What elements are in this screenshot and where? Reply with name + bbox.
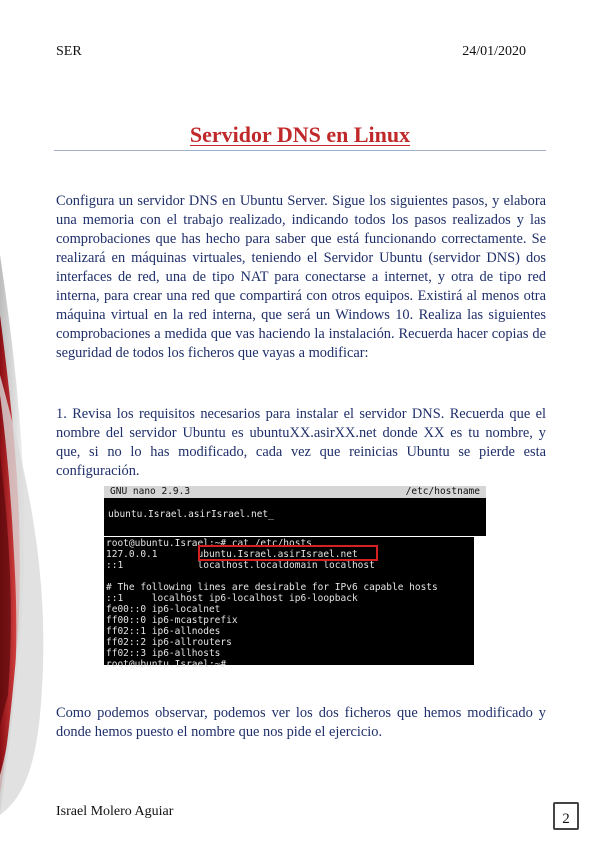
page-number: 2 [553,802,579,830]
terminal-line: 127.0.0.1 ubuntu.Israel.asirIsrael.net [106,549,358,560]
nano-title-bar [104,486,486,498]
terminal-line [106,571,474,582]
terminal-screenshot-hosts [104,537,474,670]
header-date: 24/01/2020 [462,44,526,59]
hostname-highlight-box [198,545,378,561]
intro-paragraph: Configura un servidor DNS en Ubuntu Server. Sigue los siguientes pasos, y elabora una memoria con el trabajo realizado, indicando todos los pasos realizados y las comprobaciones que has hecho para saber que está funcionando correctamente. Se realizará en máquinas virtuales, teniendo el Servidor Ubuntu (servidor DNS) dos interfaces de red, una de tipo NAT para conectarse a internet, y otra de tipo red interna, para crear una red que compartirá con otros equipos. Existirá al menos otra máquina virtual en la red interna, que será un Windows 10. Realiza las siguientes comprobaciones a medida que vas haciendo la instalación. Recuerda hacer copias de seguridad de todos los ficheros que vayas a modificar: [56,193,546,361]
terminal-line: ::1 localhost ip6-localhost ip6-loopback [106,593,358,604]
terminal-line: ff02::2 ip6-allrouters [106,637,232,648]
conclusion-paragraph: Como podemos observar, podemos ver los dos ficheros que hemos modificado y donde hemos puesto el nombre que nos pide el ejercicio. [56,705,546,740]
hostname-line: ubuntu.Israel.asirIsrael.net_ [108,509,274,520]
step-1-paragraph: 1. Revisa los requisitos necesarios para instalar el servidor DNS. Recuerda que el nombre del servidor Ubuntu es ubuntuXX.asirXX.net donde XX es tu nombre, y que, si no lo has modificado, cada vez que reinicias Ubuntu se pierde esta configuración. [56,406,546,479]
header-left: SER [56,44,82,59]
terminal-line: ff02::1 ip6-allnodes [106,626,221,637]
terminal-line: ff02::3 ip6-allhosts [106,648,221,659]
page-title: Servidor DNS en Linux [189,122,411,147]
terminal-line: ::1 localhost.localdomain localhost [106,560,375,571]
terminal-line: fe00::0 ip6-localnet [106,604,221,615]
nano-filename: /etc/hostname [405,486,480,497]
terminal-line: # The following lines are desirable for IPv6 capable hosts [106,582,438,593]
terminal-line: ff00::0 ip6-mcastprefix [106,615,238,626]
terminal-line: root@ubuntu.Israel:~# cat /etc/hosts [106,538,312,549]
title-divider [54,150,546,151]
footer-author: Israel Molero Aguiar [56,804,174,819]
terminal-screenshot-hostname [104,486,486,536]
terminal-line: root@ubuntu.Israel:~# [106,659,227,670]
decorative-swoosh [0,255,60,815]
nano-version: GNU nano 2.9.3 [110,486,191,497]
